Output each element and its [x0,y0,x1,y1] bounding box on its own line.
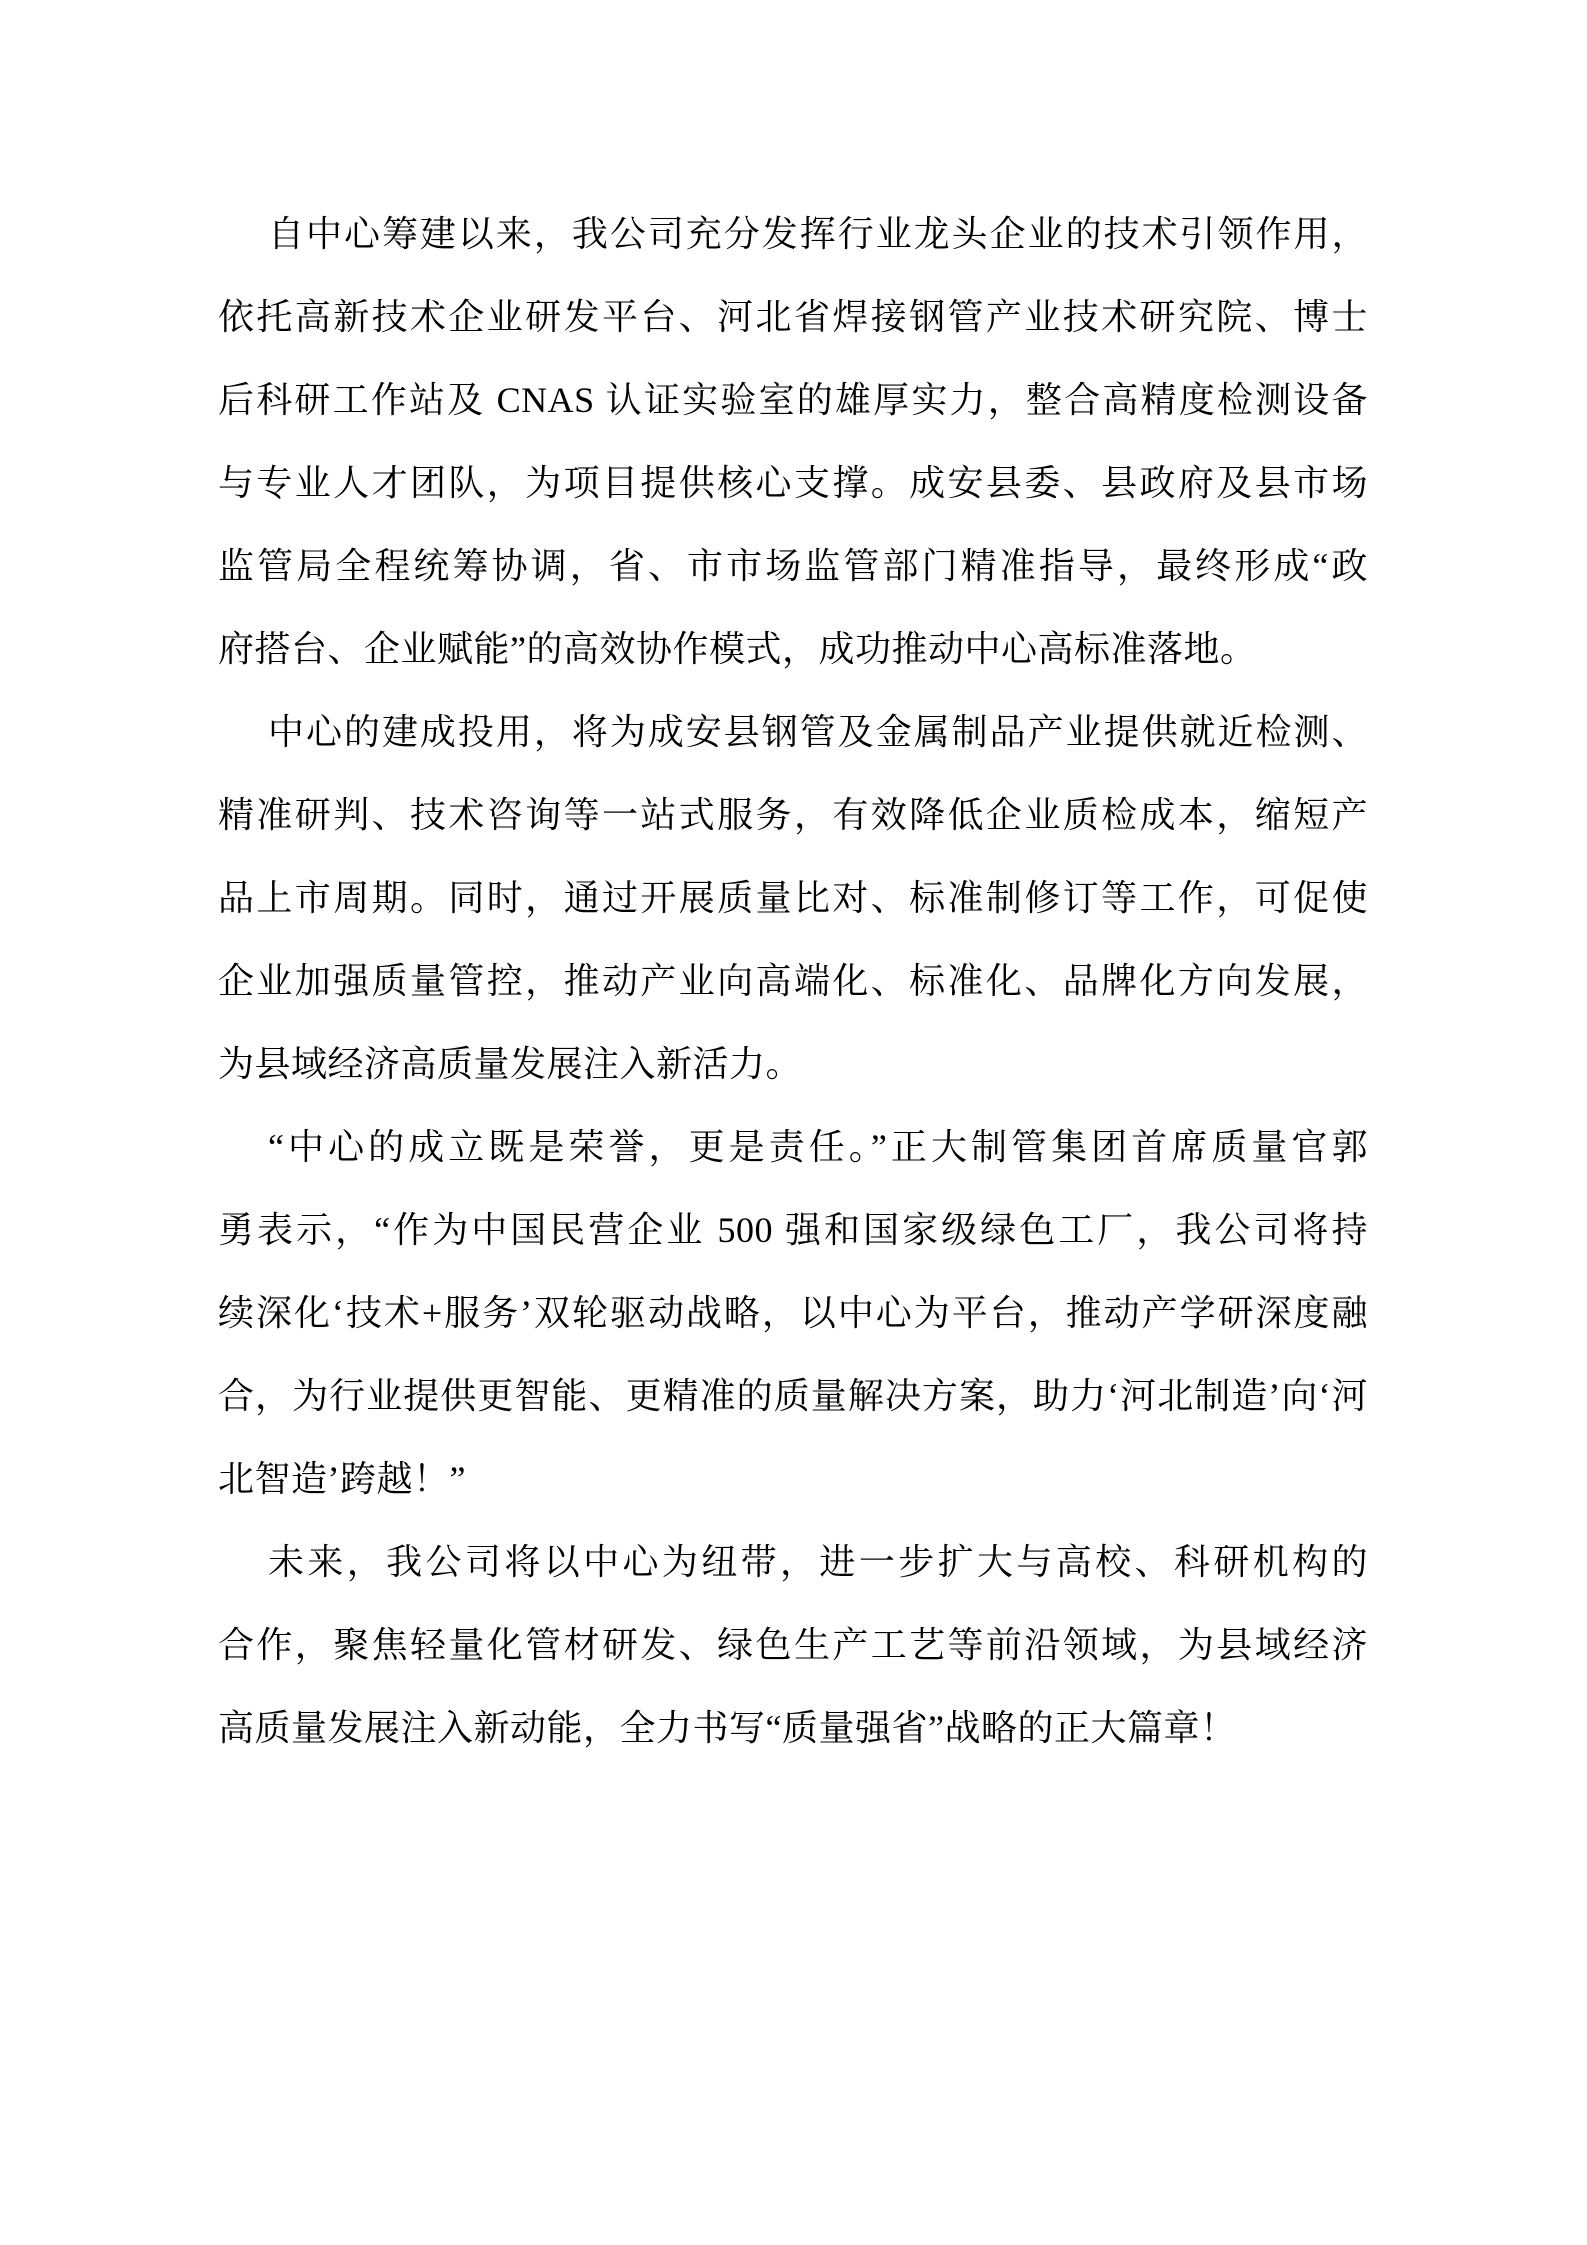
text-line: 自中心筹建以来，我公司充分发挥行业龙头企业的技术引领作用， [268,214,1368,254]
text-line: 为县域经济高质量发展注入新活力。 [218,1044,803,1084]
text-line: “中心的成立既是荣誉，更是责任。”正大制管集团首席质量官郭 [268,1127,1368,1167]
text-line: 品上市周期。同时，通过开展质量比对、标准制修订等工作，可促使 [218,878,1368,918]
text-line: 企业加强质量管控，推动产业向高端化、标准化、品牌化方向发展， [218,961,1368,1001]
text-line: 中心的建成投用，将为成安县钢管及金属制品产业提供就近检测、 [268,712,1368,752]
text-line: 合作，聚焦轻量化管材研发、绿色生产工艺等前沿领域，为县域经济 [218,1625,1368,1665]
text-line: 与专业人才团队，为项目提供核心支撑。成安县委、县政府及县市场 [218,463,1368,503]
text-line: 监管局全程统筹协调，省、市市场监管部门精准指导，最终形成“政 [218,546,1368,586]
paragraph-3 [218,1106,1368,1521]
paragraph-1 [218,193,1368,691]
text-line: 续深化‘技术+服务’双轮驱动战略，以中心为平台，推动产学研深度融 [218,1293,1368,1333]
text-line: 后科研工作站及 CNAS 认证实验室的雄厚实力，整合高精度检测设备 [218,380,1368,420]
document-body [218,193,1368,1770]
paragraph-2 [218,691,1368,1106]
text-line: 合，为行业提供更智能、更精准的质量解决方案，助力‘河北制造’向‘河 [218,1376,1368,1416]
text-line: 勇表示，“作为中国民营企业 500 强和国家级绿色工厂，我公司将持 [218,1210,1368,1250]
text-line: 北智造’跨越！” [218,1459,466,1499]
text-line: 精准研判、技术咨询等一站式服务，有效降低企业质检成本，缩短产 [218,795,1368,835]
text-line: 依托高新技术企业研发平台、河北省焊接钢管产业技术研究院、博士 [218,297,1368,337]
text-line: 府搭台、企业赋能”的高效协作模式，成功推动中心高标准落地。 [218,629,1257,669]
text-line: 高质量发展注入新动能，全力书写“质量强省”战略的正大篇章！ [218,1708,1237,1748]
paragraph-4 [218,1521,1368,1770]
text-line: 未来，我公司将以中心为纽带，进一步扩大与高校、科研机构的 [268,1542,1368,1582]
